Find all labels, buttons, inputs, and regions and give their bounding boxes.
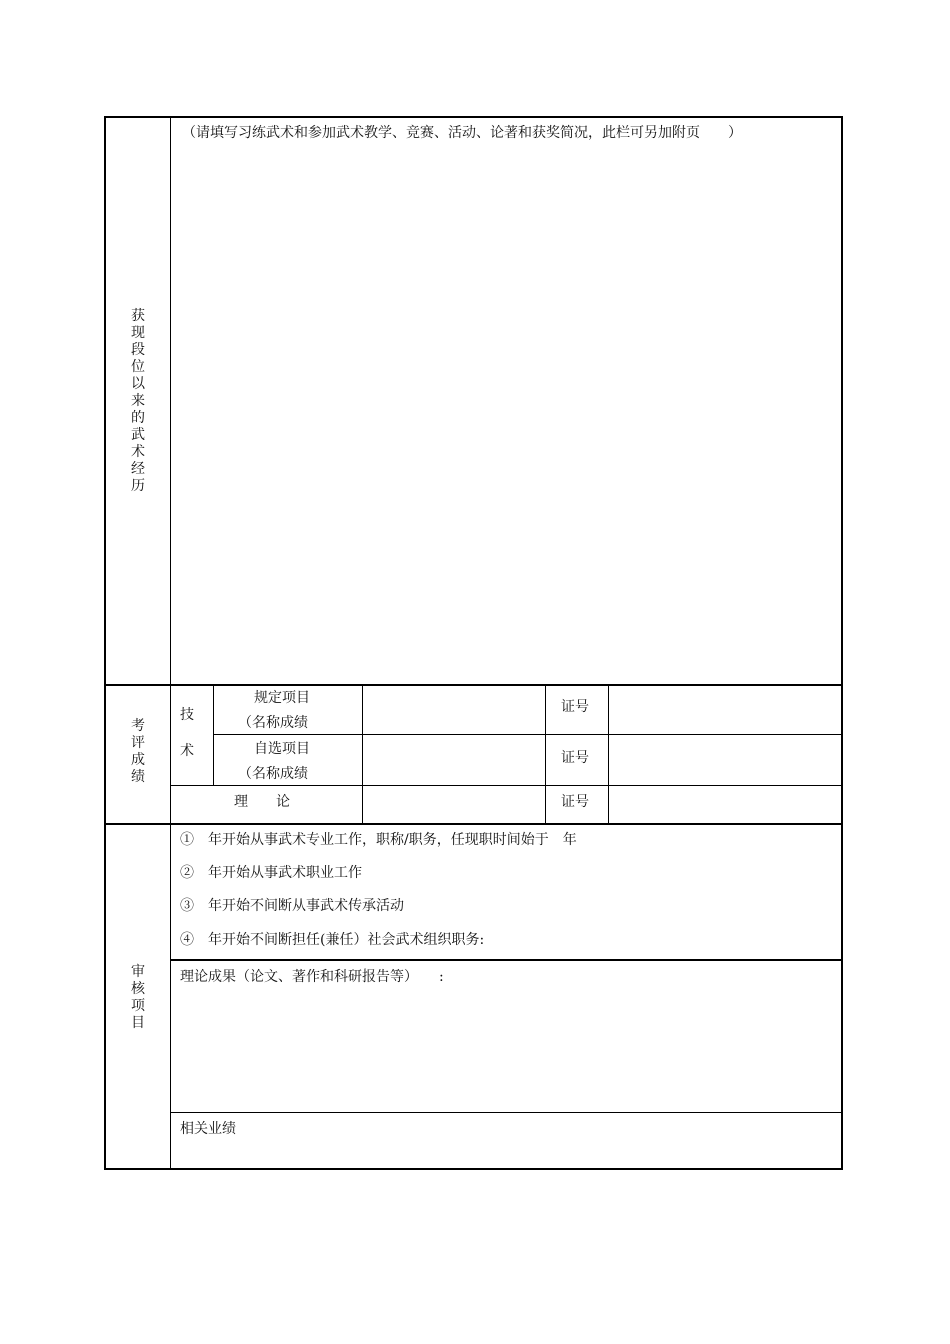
label-char: 评 (131, 735, 145, 751)
required-item-cert-label: 证号 (561, 699, 589, 715)
tech-label-char: 技 (180, 707, 194, 723)
label-char: 武 (131, 427, 145, 443)
label-char: 项 (131, 998, 145, 1014)
review-item-1: ① 年开始从事武术专业工作，职称/职务，任现职时间始于 年 (180, 832, 577, 848)
experience-instructions: （请填写习练武术和参加武术教学、竞赛、活动、论著和获奖简况，此栏可另加附页 ） (182, 125, 742, 141)
tech-column-divider (213, 685, 214, 785)
required-item-cert-field[interactable] (610, 686, 840, 733)
label-char: 以 (131, 376, 145, 392)
label-char: 获 (131, 308, 145, 324)
label-char: 历 (131, 478, 145, 494)
application-form-table (104, 116, 843, 1170)
label-char: 考 (131, 718, 145, 734)
value-column-divider (545, 685, 546, 824)
theory-cert-field[interactable] (610, 787, 840, 823)
theory-results-entry-area[interactable] (172, 988, 841, 1110)
required-item-label: 规定项目 (254, 690, 310, 706)
review-item-4: ④ 年开始不间断担任(兼任）社会武术组织职务: (180, 932, 485, 948)
optional-item-score-field[interactable] (364, 736, 544, 784)
related-achievements-entry-area[interactable] (172, 1138, 841, 1168)
label-column-divider (170, 118, 171, 1170)
row-divider (170, 785, 841, 786)
label-char: 核 (131, 981, 145, 997)
section-divider (106, 823, 841, 825)
label-char: 目 (131, 1015, 145, 1031)
optional-item-cert-field[interactable] (610, 736, 840, 784)
label-char: 来 (131, 393, 145, 409)
item-column-divider (362, 685, 363, 824)
review-item-2: ② 年开始从事武术职业工作 (180, 865, 362, 881)
optional-item-cert-label: 证号 (561, 750, 589, 766)
required-item-score-field[interactable] (364, 686, 544, 733)
theory-score-field[interactable] (364, 787, 544, 823)
optional-item-label: 自选项目 (254, 741, 310, 757)
required-item-sublabel: （名称成绩 (238, 715, 308, 731)
optional-item-sublabel: （名称成绩 (238, 766, 308, 782)
theory-cert-label: 证号 (561, 794, 589, 810)
label-char: 位 (131, 359, 145, 375)
related-achievements-label: 相关业绩 (180, 1121, 236, 1137)
section-label-review (122, 964, 154, 1032)
row-divider (213, 734, 841, 735)
label-char: 现 (131, 325, 145, 341)
label-char: 经 (131, 461, 145, 477)
label-char: 绩 (131, 769, 145, 785)
label-char: 段 (131, 342, 145, 358)
row-divider (170, 959, 841, 961)
label-char: 的 (131, 410, 145, 426)
theory-results-label: 理论成果（论文、著作和科研报告等） : (180, 969, 444, 985)
label-char: 审 (131, 964, 145, 980)
label-char: 成 (131, 752, 145, 768)
experience-entry-area[interactable] (172, 144, 841, 682)
tech-label-char: 术 (180, 743, 194, 759)
section-label-experience (122, 308, 154, 495)
review-item-3: ③ 年开始不间断从事武术传承活动 (180, 898, 404, 914)
section-label-scores (122, 718, 154, 786)
row-divider (170, 1112, 841, 1113)
cert-column-divider (608, 685, 609, 824)
label-char: 术 (131, 444, 145, 460)
theory-label: 理 论 (234, 794, 290, 810)
